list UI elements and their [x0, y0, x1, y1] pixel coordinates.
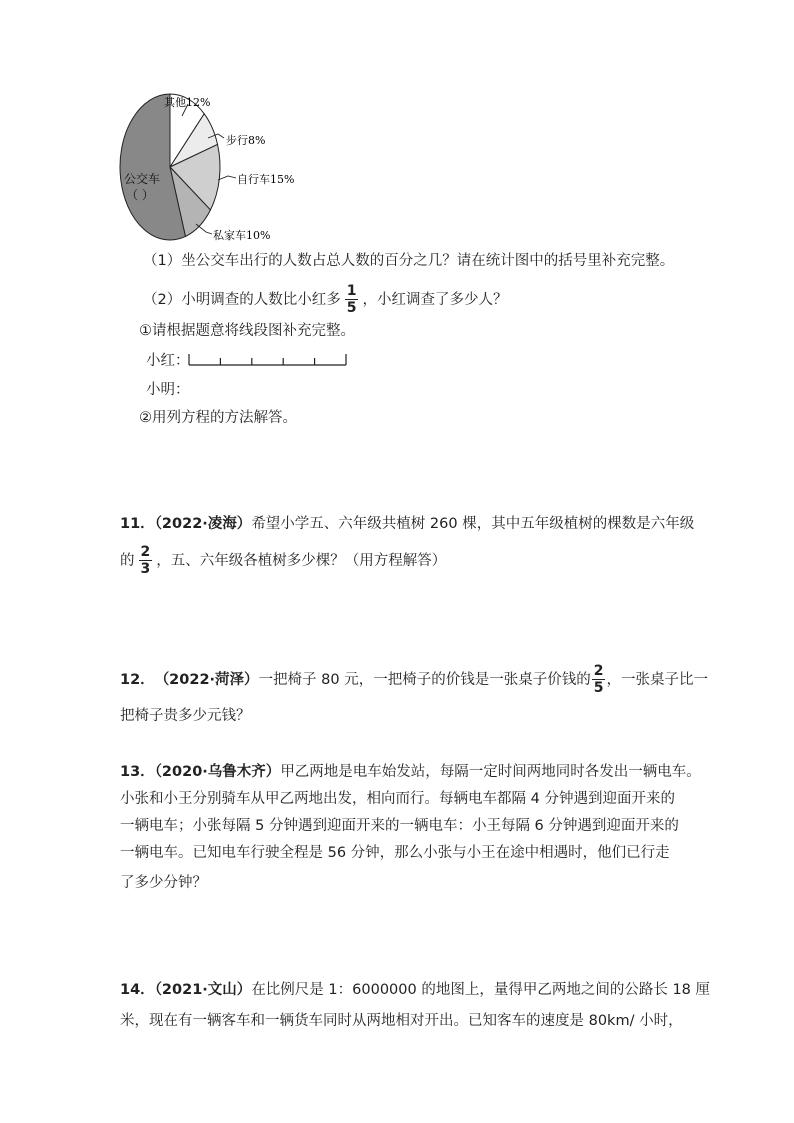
q10-step2: ②用列方程的方法解答。 — [139, 410, 297, 426]
pie-label-other: 其他12% — [164, 96, 211, 109]
pie-label-walk: 步行8% — [226, 134, 266, 147]
q10-fraction — [345, 284, 359, 315]
q12-line2: 把椅子贵多少元钱？ — [120, 708, 251, 724]
pie-label-blank: （ ） — [126, 188, 154, 202]
q13-line2: 小张和小王分别骑车从甲乙两地出发，相向而行。每辆电车都隔 4 分钟遇到迎面开来的 — [120, 791, 675, 807]
xiaoming-label: 小明： — [146, 382, 190, 398]
pie-chart — [100, 86, 320, 248]
q10-part2-b: ，小红调查了多少人？ — [362, 291, 508, 308]
q13-line5: 了多少分钟？ — [120, 875, 207, 891]
q10-part2 — [143, 284, 507, 315]
q12-line1 — [120, 664, 708, 695]
q14-text1: 在比例尺是 1：6000000 的地图上，量得甲乙两地之间的公路长 18 厘 — [251, 982, 711, 998]
leader-bike — [218, 176, 236, 180]
q11-fraction — [139, 545, 153, 576]
q11-text1: 希望小学五、六年级共植树 260 棵，其中五年级植树的棵数是六年级 — [251, 516, 695, 532]
leader-car — [196, 224, 212, 234]
q11-line2 — [120, 545, 446, 576]
q13-text1: 甲乙两地是电车始发站，每隔一定时间两地同时各发出一辆电车。 — [280, 764, 701, 780]
pie-label-bus: 公交车 — [124, 172, 161, 186]
pie-label-bike: 自行车15% — [237, 173, 295, 186]
q11-source: （2022·凌海） — [154, 516, 252, 532]
q11-frac-den: 3 — [140, 561, 151, 577]
q13-source: （2020·乌鲁木齐） — [154, 764, 281, 780]
q13-line4: 一辆电车。已知电车行驶全程是 56 分钟，那么小张与小王在途中相遇时，他们已行走 — [120, 845, 670, 861]
xiaohong-segment — [188, 352, 350, 368]
q14-number: 14． — [120, 982, 155, 998]
q13-number: 13． — [120, 764, 155, 780]
q11-frac-num: 2 — [140, 544, 151, 560]
q13-line3: 一辆电车；小张每隔 5 分钟遇到迎面开来的一辆电车：小王每隔 6 分钟遇到迎面开来的 — [120, 818, 679, 834]
q14-line1 — [120, 980, 710, 1000]
q11-text2b: ，五、六年级各植树多少棵？（用方程解答） — [156, 552, 447, 569]
xiaohong-label: 小红： — [146, 353, 190, 369]
q10-step1: ①请根据题意将线段图补充完整。 — [139, 323, 355, 339]
q10-frac-den: 5 — [346, 300, 357, 316]
q12-fraction — [592, 664, 606, 695]
pie-label-car: 私家车10% — [213, 229, 271, 242]
q14-line2: 米，现在有一辆客车和一辆货车同时从两地相对开出。已知客车的速度是 80km/ 小时， — [120, 1013, 683, 1029]
q11-line1 — [120, 514, 694, 534]
q12-frac-num: 2 — [593, 663, 604, 679]
q11-number: 11． — [120, 516, 155, 532]
q10-part1: （1）坐公交车出行的人数占总人数的百分之几？请在统计图中的括号里补充完整。 — [143, 253, 675, 269]
q11-text2a: 的 — [120, 552, 135, 569]
q12-frac-den: 5 — [593, 680, 604, 696]
q10-part2-a: （2）小明调查的人数比小红多 — [143, 291, 341, 308]
q13-line1 — [120, 762, 701, 782]
q12-source: （2022·菏泽） — [154, 671, 259, 688]
q14-source: （2021·文山） — [154, 982, 252, 998]
q12-text1a: 一把椅子 80 元，一把椅子的价钱是一张桌子价钱的 — [258, 671, 591, 688]
q12-number: 12． — [120, 671, 155, 688]
q12-text1b: ，一张桌子比一 — [606, 671, 708, 688]
q10-frac-num: 1 — [346, 283, 357, 299]
